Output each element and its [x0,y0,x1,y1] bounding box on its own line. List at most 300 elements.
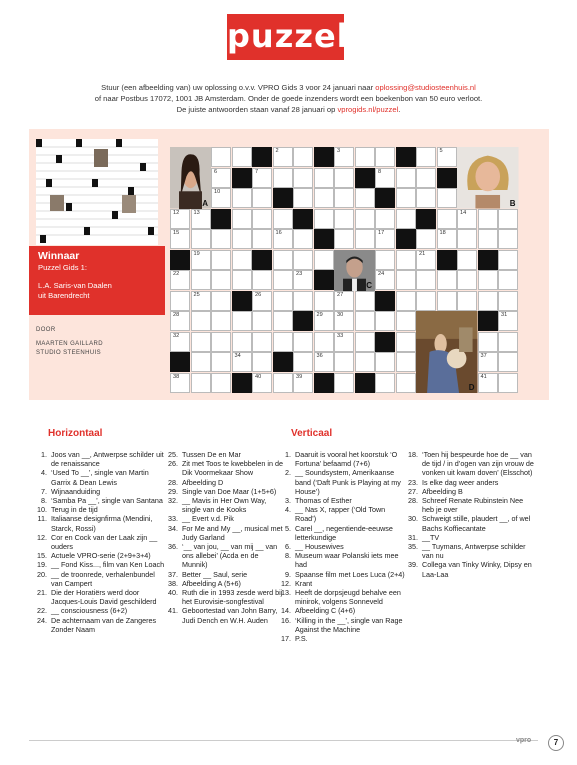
grid-cell[interactable] [211,311,231,331]
grid-black-square [314,373,334,393]
grid-cell[interactable] [334,352,354,372]
clue-item [278,579,406,588]
grid-black-square [170,250,190,270]
clue-text: Die der Horatiërs werd door Jacques-Louis David geschilderd [51,588,157,607]
clue-item [165,524,283,542]
grid-cell[interactable] [232,188,252,208]
clue-number: 5. [285,523,291,533]
clue-text: Joos van __, Antwerpse schilder uit de renaissance [51,450,164,469]
grid-cell[interactable] [232,352,252,372]
photo-letter: D [468,383,475,392]
grid-black-square [355,168,375,188]
grid-cell[interactable] [211,291,231,311]
credits [36,326,160,359]
clue-number: 26. [168,459,178,469]
clue-item [34,533,166,551]
website-link[interactable]: vprogids.nl/puzzel [337,105,399,114]
grid-cell[interactable] [191,250,211,270]
grid-cell[interactable] [252,188,272,208]
grid-cell[interactable] [334,229,354,249]
grid-black-square [293,311,313,331]
grid-cell[interactable] [416,270,436,290]
grid-cell[interactable] [273,291,293,311]
clue-text: Terug in de tijd [51,505,98,515]
grid-cell[interactable] [211,147,231,167]
grid-number: 27 [337,291,344,298]
grid-cell[interactable] [416,229,436,249]
grid-cell[interactable] [191,352,211,372]
grid-black-square [314,147,334,167]
grid-cell[interactable] [416,168,436,188]
grid-cell[interactable] [478,291,498,311]
grid-cell[interactable] [375,311,395,331]
grid-cell[interactable] [416,188,436,208]
clue-text: ‘__ van jou, __ van mij __ van ons allebei’ (Acda en de Munnik) [182,542,278,570]
previous-solution-thumbnail [36,139,158,245]
clue-number: 18. [408,450,418,459]
email-link[interactable]: oplossing@studiosteenhuis.nl [375,83,476,92]
grid-number: 39 [296,373,303,380]
grid-cell[interactable] [232,147,252,167]
clue-text: __ Evert v.d. Pik [182,514,234,524]
grid-black-square [273,188,293,208]
clue-text: ‘Toen hij bespeurde hoe de __ van de tijd / in d’ogen van zijn vrouw de vonken uit kwam doven’ (Elsschot) [422,450,534,478]
grid-cell[interactable] [498,229,518,249]
grid-cell[interactable] [293,147,313,167]
grid-cell[interactable] [252,270,272,290]
grid-cell[interactable] [375,229,395,249]
clue-number: 28. [168,477,178,487]
clue-item [278,634,406,643]
clue-item [278,505,406,523]
grid-black-square [293,209,313,229]
clue-text: __ Housewives [295,542,344,552]
clue-item [165,459,283,477]
clue-number: 29. [168,486,178,496]
grid-cell[interactable] [478,209,498,229]
grid-cell[interactable] [314,250,334,270]
credits-label: DOOR [36,327,56,333]
grid-cell[interactable] [293,332,313,352]
clue-item [34,450,166,468]
grid-cell[interactable] [416,291,436,311]
clue-text: Actuele VPRO-serie (2+9+3+4) [51,551,151,561]
photo-c [334,250,375,291]
clue-text: Heeft de dorpsjeugd behalve een minirok, volgens Sonneveld [295,588,401,607]
grid-cell[interactable] [498,270,518,290]
horizontaal-title: Horizontaal [48,428,103,439]
clue-number: 8. [41,496,47,506]
grid-cell[interactable] [355,188,375,208]
grid-cell[interactable] [293,168,313,188]
grid-number: 3 [337,148,341,154]
grid-cell[interactable] [191,373,211,393]
photo-letter: A [202,198,208,208]
credits-studio: STUDIO STEENHUIS [36,350,102,356]
clue-number: 4. [41,468,47,478]
clue-number: 1. [41,450,47,459]
grid-cell[interactable] [211,373,231,393]
clue-text: Better __ Saul, serie [182,569,248,579]
grid-cell[interactable] [191,209,211,229]
grid-cell[interactable] [498,332,518,352]
grid-cell[interactable] [273,270,293,290]
grid-black-square [232,291,252,311]
grid-cell[interactable] [211,168,231,188]
grid-cell[interactable] [211,229,231,249]
grid-cell[interactable] [498,352,518,372]
grid-number: 36 [316,353,323,359]
grid-cell[interactable] [252,352,272,372]
grid-black-square [355,373,375,393]
grid-cell[interactable] [437,229,457,249]
grid-cell[interactable] [211,250,231,270]
clue-number: 35. [408,542,418,552]
grid-cell[interactable] [273,250,293,270]
winner-subtitle: Puzzel Gids 1: [38,263,87,272]
grid-cell[interactable] [457,229,477,249]
grid-cell[interactable] [498,373,518,393]
clue-item [278,542,406,551]
grid-cell[interactable] [314,188,334,208]
clue-number: 8. [285,551,291,561]
grid-black-square [478,250,498,270]
grid-cell[interactable] [355,229,375,249]
grid-cell[interactable] [334,147,354,167]
grid-black-square [314,270,334,290]
clue-text: Spaanse film met Loes Luca (2+4) [295,569,405,579]
grid-cell[interactable] [396,332,416,352]
photo-letter: C [366,280,372,290]
clue-number: 15. [37,551,47,561]
grid-cell[interactable] [232,332,252,352]
grid-black-square [375,188,395,208]
grid-cell[interactable] [416,147,436,167]
clue-number: 25. [168,450,178,459]
grid-cell[interactable] [252,229,272,249]
clue-item [34,468,166,486]
clue-item [278,524,406,542]
grid-number: 16 [275,230,282,236]
grid-black-square [232,373,252,393]
grid-cell[interactable] [498,291,518,311]
grid-cell[interactable] [232,270,252,290]
clue-number: 22. [37,606,47,616]
grid-cell[interactable] [375,250,395,270]
grid-cell[interactable] [273,332,293,352]
clue-number: 1. [285,450,291,459]
grid-cell[interactable] [232,250,252,270]
clue-number: 12. [37,532,47,542]
clue-number: 41. [168,606,178,616]
grid-cell[interactable] [211,332,231,352]
clue-item [405,514,537,532]
photo-b [457,147,519,209]
grid-cell[interactable] [375,352,395,372]
grid-number: 38 [173,373,180,380]
grid-cell[interactable] [252,291,272,311]
photo-letter: B [509,198,516,208]
grid-number: 33 [337,332,344,339]
clue-text: ‘Killing in the __’, single van Rage Against the Machine [295,615,403,634]
clue-item [165,606,283,624]
grid-cell[interactable] [191,291,211,311]
clue-text: Afbeelding B [422,486,463,496]
grid-cell[interactable] [232,311,252,331]
grid-cell[interactable] [498,311,518,331]
grid-number: 34 [234,353,241,359]
credits-author: MAARTEN GAILLARD [36,340,103,347]
clue-text: Schweigt stille, plaudert __, of wel Bachs Koffiecantate [422,514,531,533]
grid-cell[interactable] [457,250,477,270]
grid-cell[interactable] [498,250,518,270]
grid-cell[interactable] [457,270,477,290]
clue-item [278,588,406,606]
clue-text: Museum waar Polanski iets mee had [295,551,399,570]
grid-cell[interactable] [252,311,272,331]
grid-number: 30 [337,312,344,318]
grid-cell[interactable] [170,373,190,393]
grid-cell[interactable] [252,373,272,393]
clue-text: For Me and My __, musical met Judy Garland [182,523,283,542]
grid-cell[interactable] [375,209,395,229]
grid-number: 37 [480,353,487,359]
grid-cell[interactable] [437,291,457,311]
clue-number: 38. [168,578,178,588]
grid-number: 8 [378,168,382,175]
grid-cell[interactable] [273,229,293,249]
grid-black-square [375,291,395,311]
clue-number: 31. [408,532,418,542]
clue-number: 16. [281,615,291,625]
clue-item [165,579,283,588]
grid-cell[interactable] [375,168,395,188]
grid-cell[interactable] [170,229,190,249]
grid-cell[interactable] [211,188,231,208]
grid-cell[interactable] [396,188,416,208]
clue-item [278,570,406,579]
grid-cell[interactable] [293,229,313,249]
clue-text: Is elke dag weer anders [422,477,499,487]
grid-cell[interactable] [314,311,334,331]
clue-text: Single van Doe Maar (1+5+6) [182,486,277,496]
grid-cell[interactable] [437,147,457,167]
grid-cell[interactable] [334,373,354,393]
clue-number: 34. [168,523,178,533]
clue-item [278,450,406,468]
grid-cell[interactable] [252,332,272,352]
grid-cell[interactable] [252,168,272,188]
clue-text: Afbeelding C (4+6) [295,606,356,616]
clue-item [34,606,166,615]
clue-number: 24. [37,615,47,625]
grid-cell[interactable] [293,188,313,208]
grid-cell[interactable] [334,168,354,188]
clue-item [34,560,166,569]
clue-text: __ Fond Kiss..., film van Ken Loach [51,560,165,570]
grid-cell[interactable] [396,270,416,290]
grid-number: 22 [173,271,180,277]
clue-item [34,551,166,560]
grid-cell[interactable] [314,352,334,372]
grid-cell[interactable] [355,147,375,167]
clue-item [405,496,537,514]
grid-cell[interactable] [191,270,211,290]
clue-text: Cor en Cock van der Laak zijn __ ouders [51,532,158,552]
grid-number: 41 [480,373,487,380]
grid-cell[interactable] [334,209,354,229]
grid-number: 7 [255,168,259,175]
grid-cell[interactable] [273,311,293,331]
clue-number: 28. [408,496,418,506]
grid-cell[interactable] [334,311,354,331]
clue-item [165,570,283,579]
grid-cell[interactable] [396,168,416,188]
grid-number: 12 [173,209,180,216]
grid-cell[interactable] [273,373,293,393]
grid-cell[interactable] [355,311,375,331]
grid-cell[interactable] [396,250,416,270]
clue-item [278,468,406,496]
grid-cell[interactable] [170,332,190,352]
grid-cell[interactable] [273,168,293,188]
grid-cell[interactable] [170,209,190,229]
grid-cell[interactable] [437,188,457,208]
verticaal-title: Verticaal [291,428,333,439]
grid-cell[interactable] [232,229,252,249]
grid-cell[interactable] [191,332,211,352]
grid-cell[interactable] [191,229,211,249]
grid-cell[interactable] [396,209,416,229]
clue-text: __TV [422,532,440,542]
page-number: 7 [548,735,564,751]
clue-item [165,478,283,487]
grid-cell[interactable] [252,209,272,229]
grid-number: 5 [439,148,443,154]
grid-cell[interactable] [273,209,293,229]
grid-cell[interactable] [273,147,293,167]
grid-cell[interactable] [334,188,354,208]
clue-item [34,570,166,588]
clue-item [405,542,537,560]
clue-item [405,533,537,542]
clue-item [405,450,537,478]
grid-cell[interactable] [375,373,395,393]
grid-cell[interactable] [375,147,395,167]
clue-item [278,496,406,505]
clue-number: 40. [168,588,178,598]
grid-cell[interactable] [293,352,313,372]
horizontaal-clues-col2 [165,450,283,625]
grid-cell[interactable] [375,270,395,290]
grid-cell[interactable] [478,229,498,249]
grid-cell[interactable] [478,332,498,352]
grid-black-square [478,311,498,331]
clue-item [34,514,166,532]
intro-line1: Stuur (een afbeelding van) uw oplossing o.v.v. VPRO Gids 3 voor 24 januari naar [101,83,376,92]
clue-text: __ de troonrede, verhalenbundel van Campert [51,569,155,588]
grid-cell[interactable] [457,291,477,311]
grid-cell[interactable] [396,352,416,372]
grid-cell[interactable] [478,373,498,393]
grid-black-square [396,229,416,249]
clue-item [34,588,166,606]
clue-item [165,542,283,570]
grid-cell[interactable] [293,270,313,290]
grid-cell[interactable] [355,332,375,352]
grid-cell[interactable] [498,209,518,229]
grid-cell[interactable] [416,250,436,270]
grid-number: 28 [173,312,180,318]
grid-cell[interactable] [314,209,334,229]
grid-cell[interactable] [478,270,498,290]
clue-number: 11. [37,514,47,524]
grid-cell[interactable] [170,311,190,331]
grid-cell[interactable] [314,168,334,188]
grid-cell[interactable] [211,352,231,372]
grid-cell[interactable] [170,291,190,311]
grid-black-square [396,147,416,167]
clue-text: __ Soundsystem, Amerikaanse band (‘Daft Punk is Playing at my House’) [295,468,401,496]
grid-cell[interactable] [293,373,313,393]
grid-number: 26 [255,291,262,298]
clue-number: 4. [285,505,291,515]
grid-black-square [170,352,190,372]
winner-box [29,246,165,315]
clue-item [405,560,537,578]
grid-cell[interactable] [314,291,334,311]
clue-item [165,487,283,496]
grid-cell[interactable] [211,270,231,290]
grid-cell[interactable] [232,209,252,229]
intro-line2: of naar Postbus 17072, 1001 JB Amsterdam. Onder de goede inzenders wordt een boekenbon van 50 euro verloot. [94,94,483,103]
clue-number: 13. [281,588,291,598]
grid-cell[interactable] [355,291,375,311]
clue-text: __ Mavis in Her Own Way, single van de Kooks [182,496,267,515]
grid-cell[interactable] [314,332,334,352]
clue-number: 37. [168,569,178,579]
grid-cell[interactable] [293,250,313,270]
clue-number: 19. [37,560,47,570]
grid-number: 15 [173,230,180,236]
clue-number: 3. [285,496,291,506]
grid-cell[interactable] [396,311,416,331]
grid-cell[interactable] [293,291,313,311]
grid-number: 19 [193,250,200,257]
grid-cell[interactable] [457,209,477,229]
grid-cell[interactable] [170,270,190,290]
clue-number: 32. [168,496,178,506]
grid-black-square [375,332,395,352]
grid-cell[interactable] [437,209,457,229]
grid-cell[interactable] [396,291,416,311]
grid-cell[interactable] [355,209,375,229]
grid-cell[interactable] [437,270,457,290]
grid-cell[interactable] [478,352,498,372]
grid-cell[interactable] [191,311,211,331]
grid-cell[interactable] [334,291,354,311]
grid-cell[interactable] [355,352,375,372]
intro-line3: De juiste antwoorden staan vanaf 28 januari op [176,105,338,114]
grid-cell[interactable] [334,332,354,352]
grid-cell[interactable] [396,373,416,393]
verticaal-clues-col2 [405,450,537,579]
clue-text: Afbeelding D [182,477,224,487]
clue-number: 21. [37,588,47,598]
clue-number: 27. [408,486,418,496]
clue-item [278,616,406,634]
grid-number: 40 [255,373,262,380]
